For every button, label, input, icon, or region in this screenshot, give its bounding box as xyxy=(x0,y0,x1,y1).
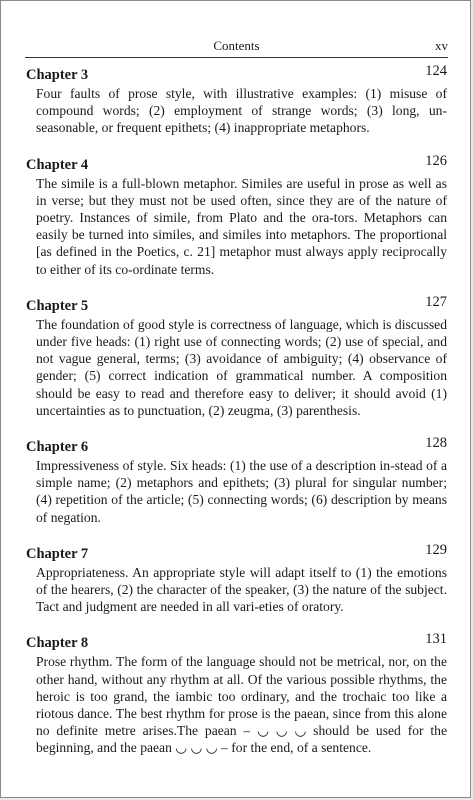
entry-heading xyxy=(26,633,447,653)
chapter-summary: The foundation of good style is correctness of language, which is discussed under five heads: (1) right use of connecting words; (2) use of special, and not vague general, terms; (3) avoidance of ambiguity; (4) observance of gender; (5) correct indication of grammatical number. A composition should be easy to read and therefore easy to deliver; it should avoid (1) uncertainties as to punctuation, (2) zeugma, (3) parenthesis. xyxy=(36,316,447,418)
header-rule xyxy=(25,57,448,58)
chapter-page-number: 124 xyxy=(425,63,447,79)
entry-heading xyxy=(26,65,447,85)
chapter-page-number: 128 xyxy=(425,435,447,452)
contents-entry-chapter-5 xyxy=(26,293,447,419)
chapter-summary: The simile is a full-blown metaphor. Similes are useful in prose as well as in verse; but they must not be used often, since they are of the nature of poetry. Instances of simile, from Plato and the ora-tors. Metaphors can easily be turned into similes, and similes into metaphors. The proportional [as defined in the Poetics, c. 21] metaphor must always apply reciprocally to either of its co-ordinate terms. xyxy=(36,175,447,277)
contents-entry-chapter-4 xyxy=(26,152,447,278)
chapter-summary: Prose rhythm. The form of the language should not be metrical, nor, on the other hand, without any rhythm at all. Of the various possible rhythms, the heroic is too grand, the iambic too ordinary, and the trochaic too like a riotous dance. The best rhythm for prose is the paean, since from this alone no definite metre arises.The paean – ◡ ◡ ◡ should be used for the beginning, and the paean ◡ ◡ ◡ – for the end, of a sentence. xyxy=(36,654,447,756)
chapter-page-number: 126 xyxy=(425,152,447,169)
chapter-page-number: 129 xyxy=(425,541,447,558)
entry-heading xyxy=(26,152,447,175)
contents-entry-chapter-8 xyxy=(26,633,447,756)
chapter-title: Chapter 6 xyxy=(26,439,89,456)
running-head-title: Contents xyxy=(213,38,260,53)
chapter-title: Chapter 3 xyxy=(26,67,89,83)
chapter-summary: Appropriateness. An appropriate style will adapt itself to (1) the emotions of the hearers, (2) the character of the speaker, (3) the nature of the subject. Tact and judgment are needed in all vari-eties of oratory. xyxy=(36,564,447,615)
contents-list xyxy=(26,65,447,775)
running-head xyxy=(25,37,448,55)
chapter-title: Chapter 7 xyxy=(26,545,89,562)
chapter-page-number: 131 xyxy=(425,631,447,648)
contents-entry-chapter-6 xyxy=(26,437,447,526)
running-head-page-number: xv xyxy=(435,38,448,53)
chapter-title: Chapter 4 xyxy=(26,156,89,173)
entry-heading xyxy=(26,541,447,564)
entry-heading xyxy=(26,437,447,457)
chapter-summary: Four faults of prose style, with illustrative examples: (1) misuse of compound words; (2) employment of strange words; (3) long, un-seasonable, or frequent epithets; (4) inappropriate metaphors. xyxy=(36,86,447,136)
chapter-title: Chapter 8 xyxy=(26,635,89,652)
chapter-title: Chapter 5 xyxy=(26,297,89,314)
contents-entry-chapter-3 xyxy=(26,65,447,137)
entry-heading xyxy=(26,293,447,316)
chapter-summary: Impressiveness of style. Six heads: (1) the use of a description in-stead of a simple name; (2) metaphors and epithets; (3) plural for singular number; (4) repetition of the article; (5) connecting words; (6) description by means of negation. xyxy=(36,458,447,525)
chapter-page-number: 127 xyxy=(425,293,447,310)
contents-entry-chapter-7 xyxy=(26,541,447,616)
